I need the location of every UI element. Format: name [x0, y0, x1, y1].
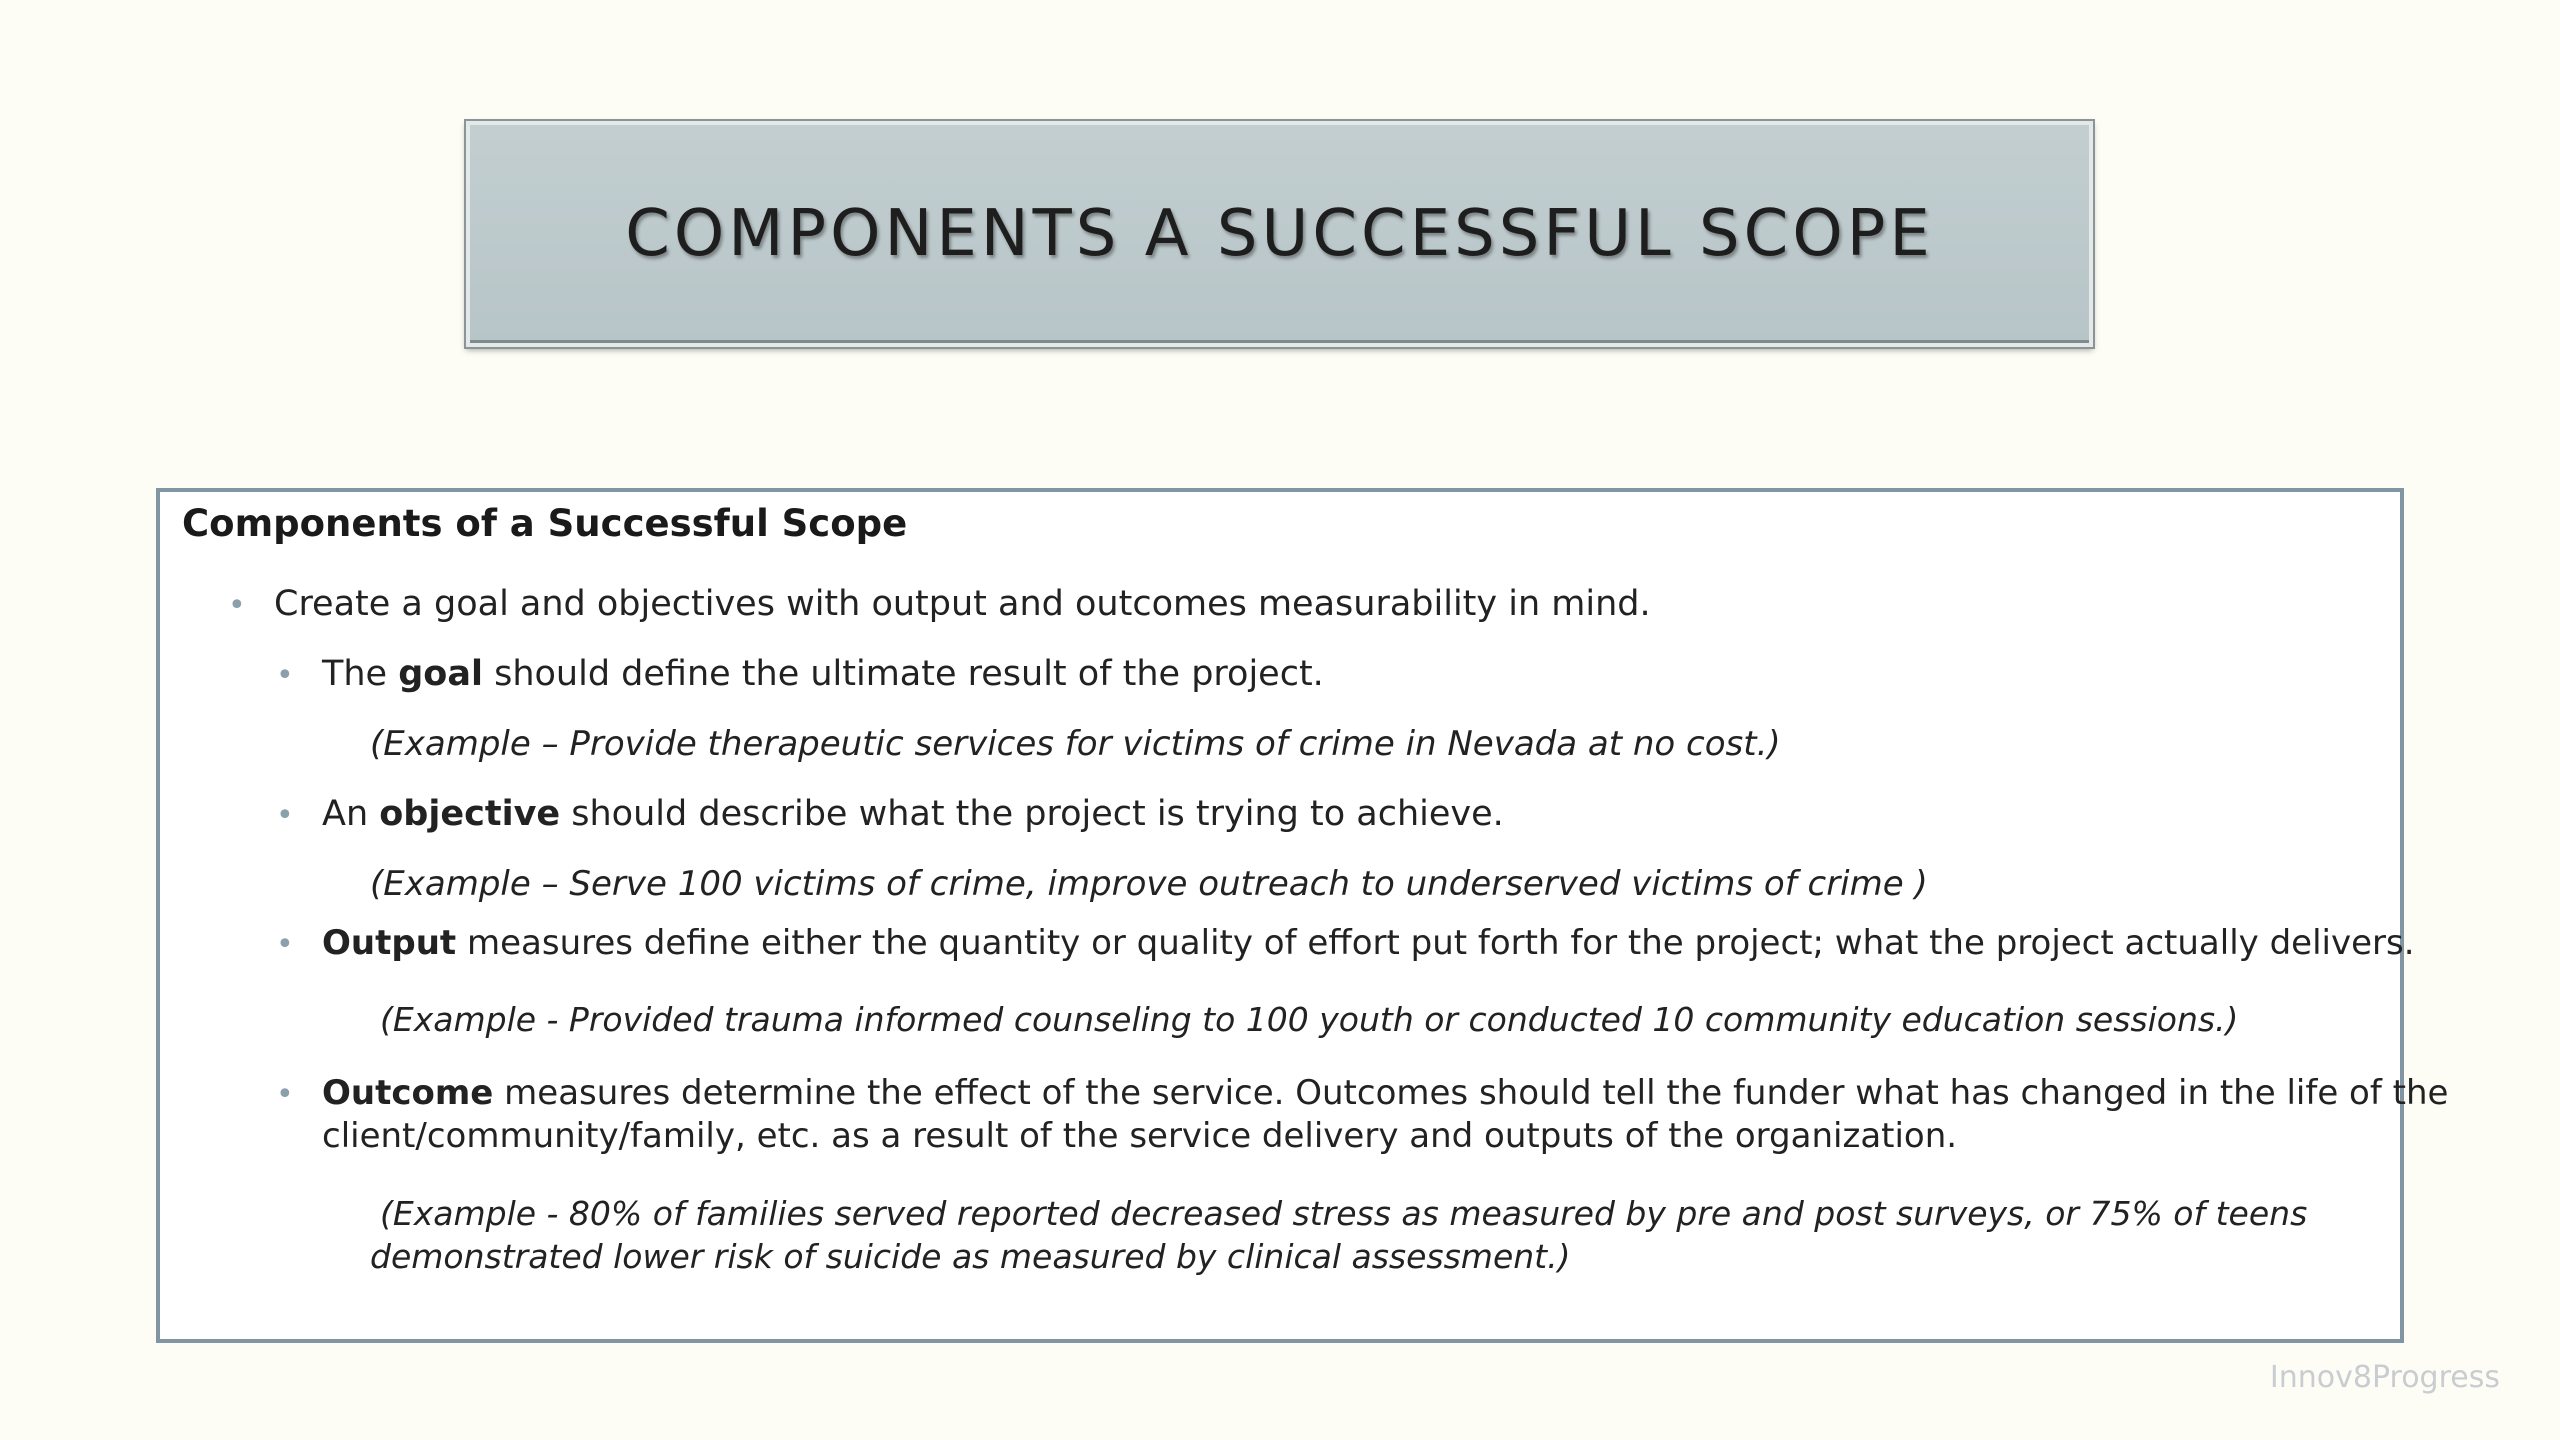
outcome-text: [322, 1073, 2448, 1113]
box-heading: Components of a Successful Scope: [182, 502, 908, 545]
bullet-icon: •: [276, 927, 294, 962]
outcome-rest: measures determine the effect of the service. Outcomes should tell the funder what has changed in the life of the: [493, 1073, 2449, 1113]
goal-rest: should define the ultimate result of the project.: [482, 654, 1324, 694]
bullet-icon: •: [276, 1077, 294, 1112]
goal-text: [322, 654, 1324, 694]
output-text: [322, 923, 2415, 963]
goal-prefix: The: [322, 654, 399, 694]
bullet-icon: •: [276, 658, 294, 693]
watermark-logo-text: Innov8Progress: [2269, 1360, 2500, 1395]
objective-rest: should describe what the project is trying to achieve.: [560, 794, 1504, 834]
goal-example: (Example – Provide therapeutic services for victims of crime in Nevada at no cost.): [370, 724, 1781, 764]
bullet-icon: •: [228, 588, 246, 623]
content-box: [156, 488, 2449, 1343]
bullet-icon: •: [276, 798, 294, 833]
objective-text: [322, 794, 1504, 834]
output-example: (Example - Provided trauma informed counseling to 100 youth or conducted 10 community education sessions.): [380, 1000, 2239, 1039]
slide-title: COMPONENTS A SUCCESSFUL SCOPE: [625, 197, 1934, 271]
goal-term: goal: [398, 654, 483, 694]
objective-term: objective: [379, 794, 561, 834]
intro-text: Create a goal and objectives with output and outcomes measurability in mind.: [274, 584, 1651, 624]
title-banner: [466, 121, 2093, 347]
output-term: Output: [322, 923, 457, 963]
output-rest: measures define either the quantity or quality of effort put forth for the project; what the project actually delivers.: [456, 923, 2415, 963]
objective-prefix: An: [322, 794, 380, 834]
outcome-term: Outcome: [322, 1073, 494, 1113]
outcome-text-line2: client/community/family, etc. as a result of the service delivery and outputs of the organization.: [322, 1116, 1958, 1156]
outcome-example-line1: (Example - 80% of families served reported decreased stress as measured by pre and post surveys, or 75% of teens: [380, 1194, 2308, 1233]
objective-example: (Example – Serve 100 victims of crime, improve outreach to underserved victims of crime ): [370, 864, 1928, 904]
outcome-example-line2: demonstrated lower risk of suicide as measured by clinical assessment.): [370, 1237, 1571, 1276]
